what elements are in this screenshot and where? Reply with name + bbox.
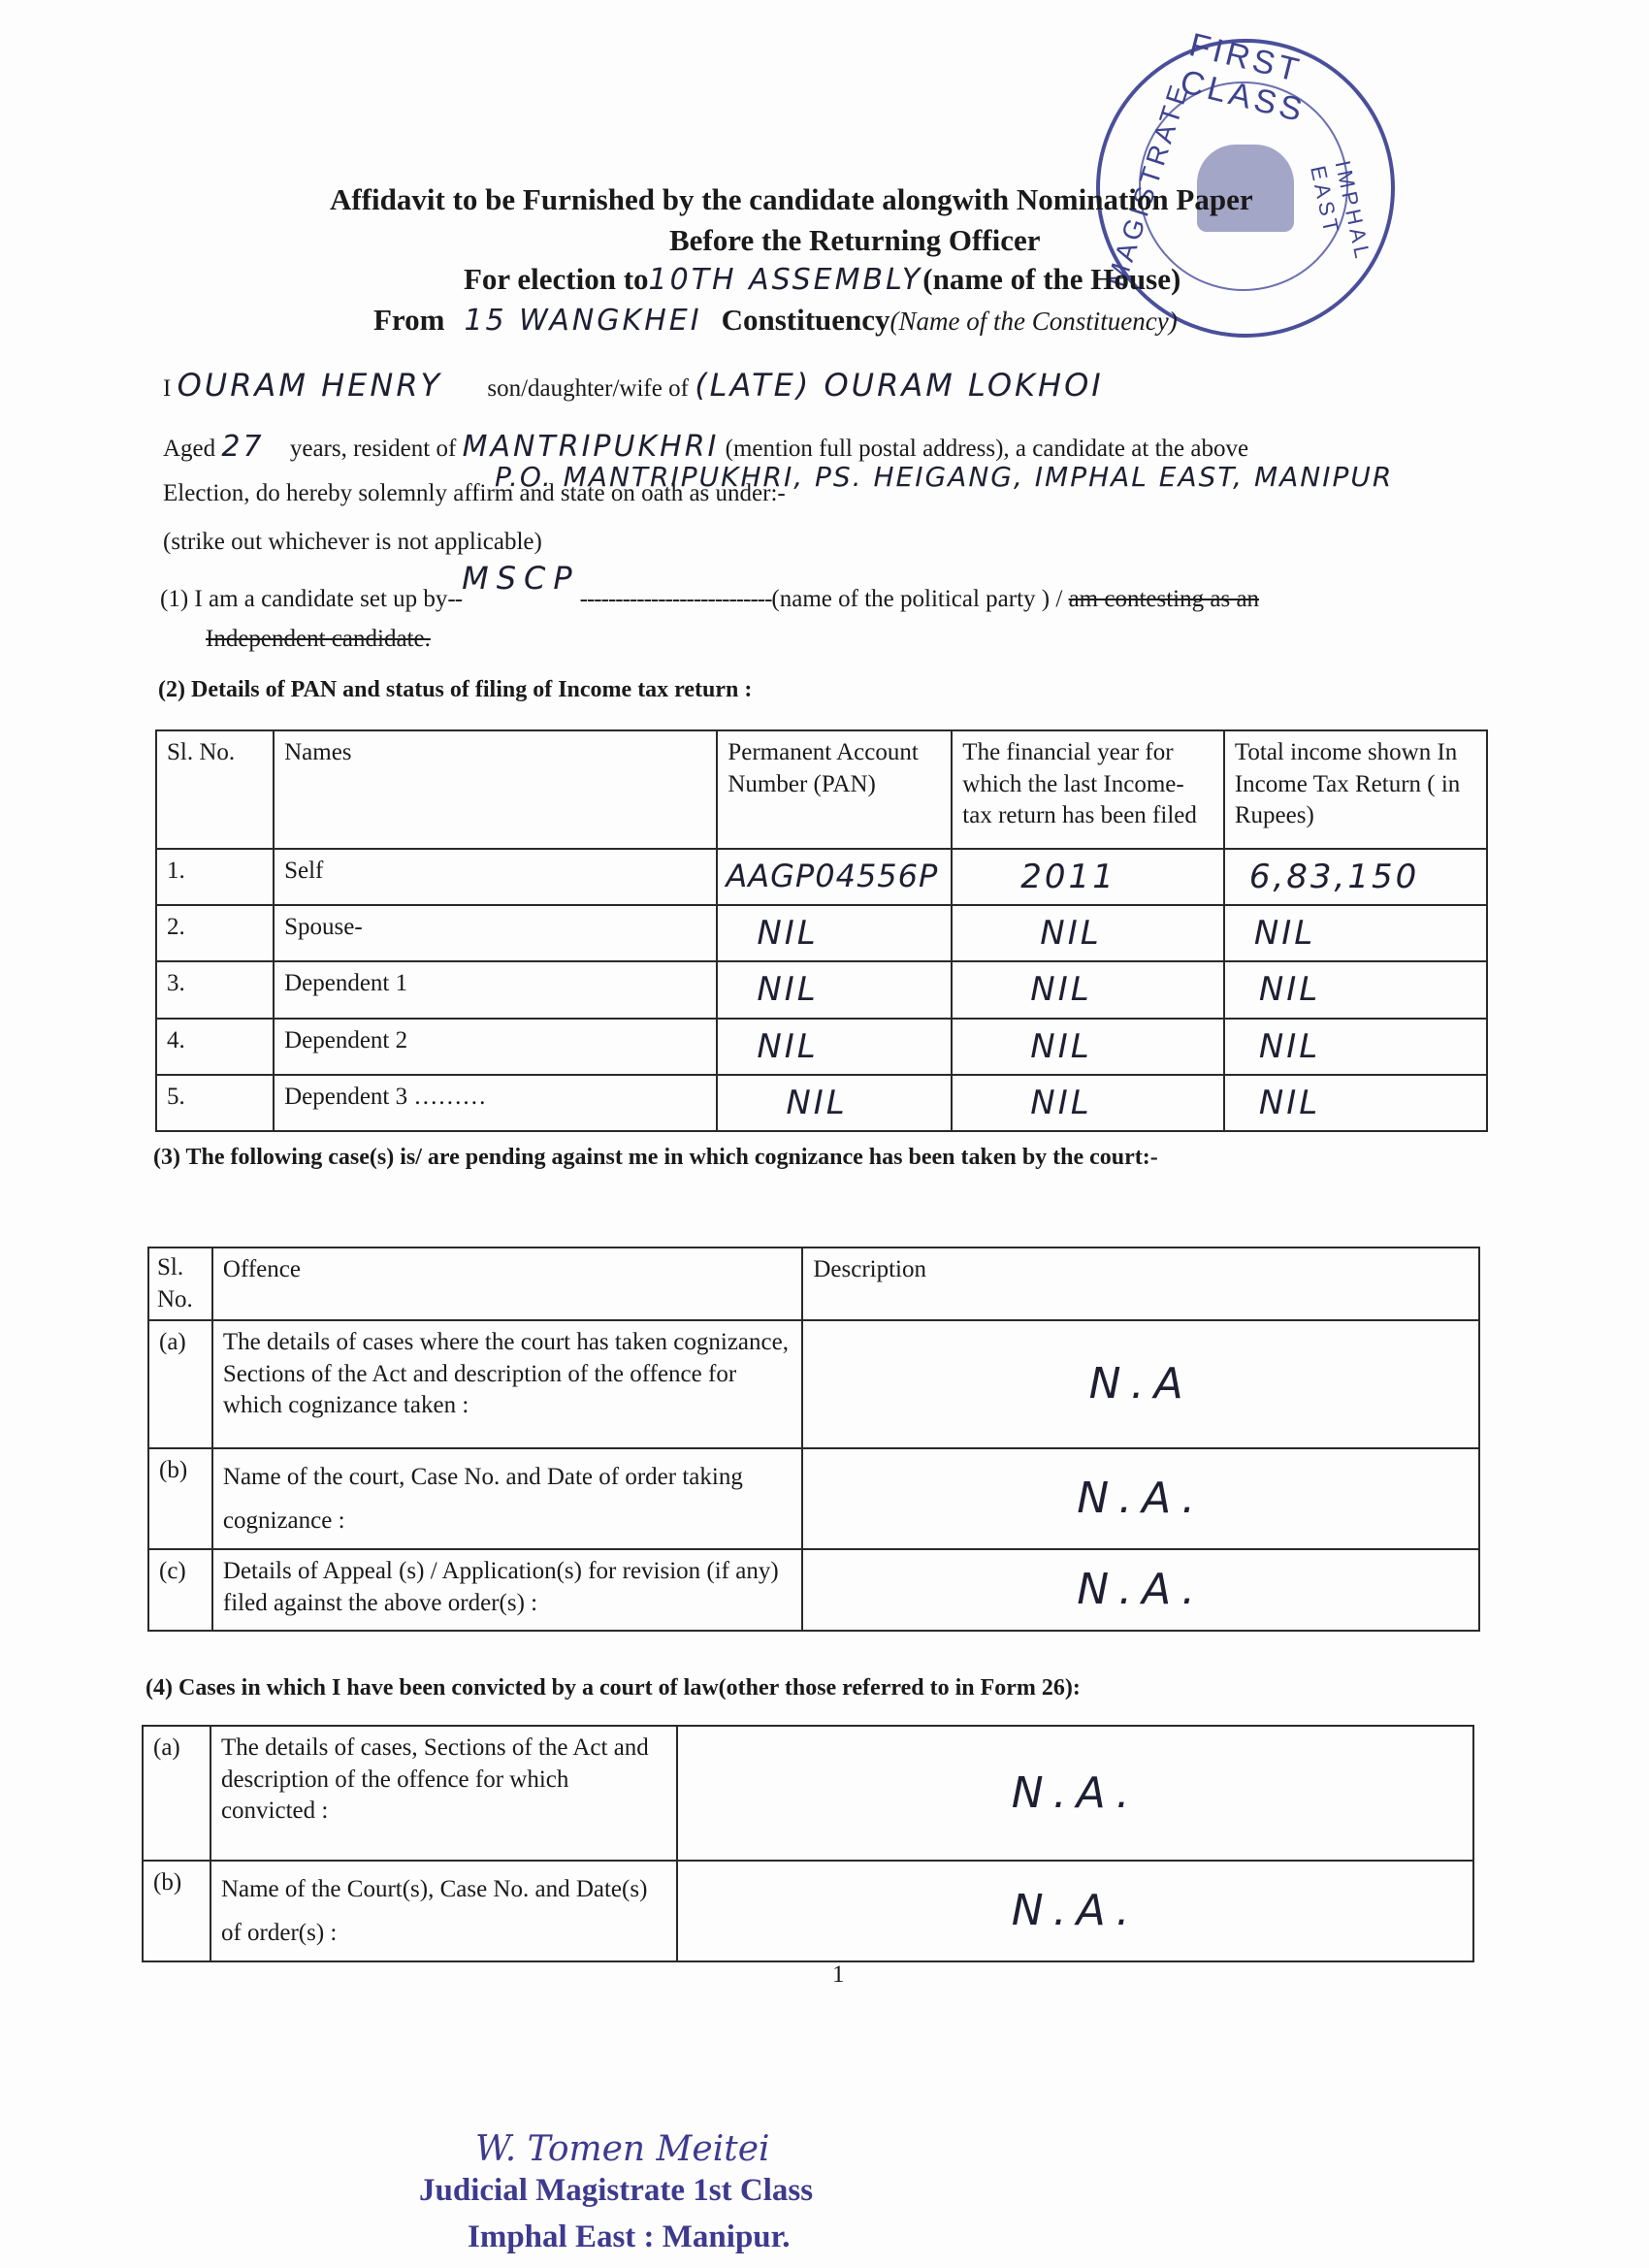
address-note: (mention full postal address), a candidate at the above xyxy=(725,436,1249,462)
party-name: MSCP xyxy=(462,560,580,597)
row-sl: (b) xyxy=(148,1448,212,1549)
row-name: Self xyxy=(274,849,717,905)
row-income: NIL xyxy=(1224,961,1487,1018)
row-income: NIL xyxy=(1224,1019,1487,1075)
parent-name: (LATE) OURAM LOKHOI xyxy=(695,367,1104,404)
election-line xyxy=(464,262,1180,297)
name-line xyxy=(163,367,1104,404)
table-header-row xyxy=(148,1247,1479,1320)
i-label: I xyxy=(163,375,172,402)
convictions-table xyxy=(142,1725,1474,1962)
resident-label: years, resident of xyxy=(289,436,457,462)
row-sl: (b) xyxy=(143,1861,210,1961)
row-sl: 1. xyxy=(156,849,274,905)
constituency-note: (Name of the Constituency) xyxy=(889,307,1178,336)
election-note: (name of the House) xyxy=(922,262,1181,296)
row-pan: NIL xyxy=(717,1075,952,1131)
table-row xyxy=(143,1861,1473,1961)
col-description: Description xyxy=(802,1247,1479,1320)
table-row xyxy=(143,1726,1473,1861)
row-description: N.A. xyxy=(677,1726,1473,1861)
constituency-fill: 15 WANGKHEI xyxy=(464,304,702,338)
col-offence: Offence xyxy=(212,1247,802,1320)
row-name: Dependent 3 ……… xyxy=(274,1075,717,1131)
col-pan: Permanent Account Number (PAN) xyxy=(717,730,952,849)
row-year: 2011 xyxy=(952,849,1224,905)
full-address: P.O. MANTRIPUKHRI, PS. HEIGANG, IMPHAL EAST, MANIPUR xyxy=(495,461,1394,493)
election-fill: 10TH ASSEMBLY xyxy=(648,263,923,297)
row-sl: (a) xyxy=(148,1320,212,1448)
section-4-heading: (4) Cases in which I have been convicted by a court of law(other those referred to in Form 26): xyxy=(146,1675,1081,1701)
row-offence: The details of cases where the court has taken cognizance, Sections of the Act and description of the offence for which cognizance taken : xyxy=(212,1320,802,1448)
age-value: 27 xyxy=(221,430,265,464)
row-pan: AAGP04556P xyxy=(717,849,952,905)
row-sl: 4. xyxy=(156,1019,274,1075)
table-row xyxy=(148,1320,1479,1448)
election-oath-line: Election, do hereby solemnly affirm and state on oath as under:- xyxy=(163,480,786,506)
row-year: NIL xyxy=(952,961,1224,1018)
row-sl: 3. xyxy=(156,961,274,1018)
row-sl: 2. xyxy=(156,905,274,961)
table-row xyxy=(148,1549,1479,1631)
seal-text-top: FIRST CLASS xyxy=(1177,26,1310,130)
row-pan: NIL xyxy=(717,961,952,1018)
aged-label: Aged xyxy=(163,436,216,462)
table-row xyxy=(156,961,1487,1018)
table-row xyxy=(156,849,1487,905)
pan-table xyxy=(155,729,1488,1132)
from-label: From xyxy=(373,303,445,337)
col-names: Names xyxy=(274,730,717,849)
stamp-line-1: Judicial Magistrate 1st Class xyxy=(419,2173,814,2208)
seal-text-right: IMPHAL EAST xyxy=(1306,158,1375,264)
row-offence: Name of the Court(s), Case No. and Date(s) of order(s) : xyxy=(210,1861,677,1961)
row-income: 6,83,150 xyxy=(1224,849,1487,905)
row-pan: NIL xyxy=(717,905,952,961)
row-income: NIL xyxy=(1224,905,1487,961)
title-line-1: Affidavit to be Furnished by the candidate alongwith Nomination Paper xyxy=(330,182,1253,216)
row-description: N.A. xyxy=(802,1549,1479,1631)
struck-contesting: am contesting as an xyxy=(1068,586,1260,612)
row-pan: NIL xyxy=(717,1019,952,1075)
constituency-label: Constituency xyxy=(721,303,890,337)
party-note: (name of the political party ) / xyxy=(771,586,1063,612)
seal-text-left: MAGISTRATE xyxy=(1100,78,1196,291)
page-number: 1 xyxy=(832,1961,845,1988)
title-line-2: Before the Returning Officer xyxy=(669,223,1041,257)
row-name: Dependent 2 xyxy=(274,1019,717,1075)
row-offence: Name of the court, Case No. and Date of order taking cognizance : xyxy=(212,1448,802,1549)
stamp-line-2: Imphal East : Manipur. xyxy=(468,2219,791,2254)
row-offence: Details of Appeal (s) / Application(s) for revision (if any) filed against the above order(s) : xyxy=(212,1549,802,1631)
table-row xyxy=(148,1448,1479,1549)
row-description: N.A. xyxy=(802,1448,1479,1549)
row-year: NIL xyxy=(952,1075,1224,1131)
table-row xyxy=(156,905,1487,961)
section-2-heading: (2) Details of PAN and status of filing of Income tax return : xyxy=(158,677,753,702)
age-line xyxy=(163,430,1248,464)
row-name: Spouse- xyxy=(274,905,717,961)
table-row xyxy=(156,1019,1487,1075)
candidate-name: OURAM HENRY xyxy=(177,367,443,404)
row-name: Dependent 1 xyxy=(274,961,717,1018)
table-header-row xyxy=(156,730,1487,849)
row-year: NIL xyxy=(952,905,1224,961)
col-financial-year: The financial year for which the last Income-tax return has been filed xyxy=(952,730,1224,849)
row-offence: The details of cases, Sections of the Act and description of the offence for which convicted : xyxy=(210,1726,677,1861)
row-sl: 5. xyxy=(156,1075,274,1131)
row-sl: (a) xyxy=(143,1726,210,1861)
col-sl-no: Sl. No. xyxy=(148,1247,212,1320)
party-line: (1) I am a candidate set up by--MSCP---------------------------(name of the political party ) / am contesting as an xyxy=(160,560,1260,612)
row-description: N.A xyxy=(802,1320,1479,1448)
section-3-heading: (3) The following case(s) is/ are pending against me in which cognizance has been taken by the court:- xyxy=(153,1145,1158,1170)
constituency-line xyxy=(373,303,1178,338)
struck-independent: Independent candidate. xyxy=(206,626,431,652)
residence-value: MANTRIPUKHRI xyxy=(462,430,720,464)
strike-note: (strike out whichever is not applicable) xyxy=(163,529,542,555)
row-year: NIL xyxy=(952,1019,1224,1075)
party-prefix: (1) I am a candidate set up by xyxy=(160,586,448,612)
table-row xyxy=(156,1075,1487,1131)
col-sl-no: Sl. No. xyxy=(156,730,274,849)
magistrate-signature: W. Tomen Meitei xyxy=(475,2129,770,2169)
pending-cases-table xyxy=(147,1247,1480,1632)
col-total-income: Total income shown In Income Tax Return ( in Rupees) xyxy=(1224,730,1487,849)
relation-label: son/daughter/wife of xyxy=(487,375,689,402)
row-sl: (c) xyxy=(148,1549,212,1631)
row-income: NIL xyxy=(1224,1075,1487,1131)
election-label: For election to xyxy=(464,262,649,296)
row-description: N.A. xyxy=(677,1861,1473,1961)
